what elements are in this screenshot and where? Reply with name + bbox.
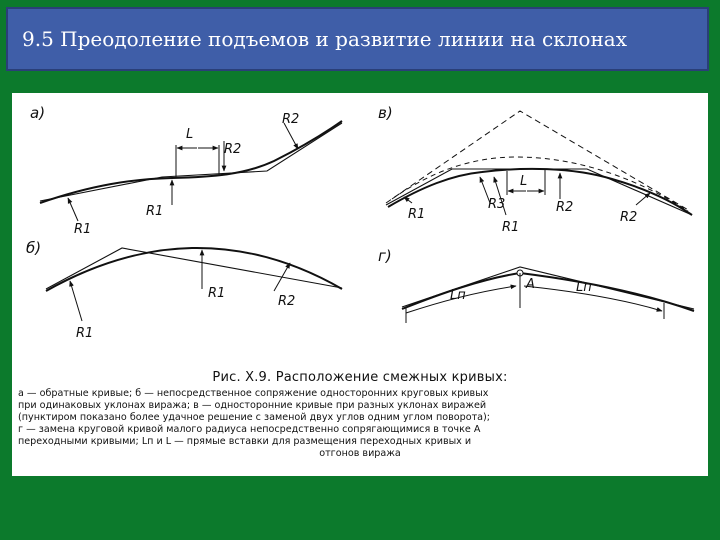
panel-b xyxy=(26,239,342,341)
panel-v-R2-right-arrow xyxy=(636,193,650,205)
title-bar xyxy=(6,7,709,71)
caption-line: (пунктиром показано более удачное решение с заменой двух углов одним углом поворота); xyxy=(18,412,491,423)
panel-v-R1-left-label: R1 xyxy=(408,207,426,222)
figure-panel xyxy=(12,93,708,476)
panel-a-R1-mid-label: R1 xyxy=(146,204,164,219)
slide-title: 9.5 Преодоление подъемов и развитие линии на склонах xyxy=(22,27,627,51)
panel-b-label: б) xyxy=(26,239,42,257)
panel-a-R1-left-label: R1 xyxy=(74,222,92,237)
panel-v-label: в) xyxy=(378,104,393,122)
panel-b-R2-label: R2 xyxy=(278,294,296,309)
panel-v-dashed-tangents xyxy=(386,111,690,211)
panel-g-A-label: A xyxy=(526,277,535,292)
panel-v-L-label: L xyxy=(520,174,528,189)
caption-line: при одинаковых уклонах виража; в — односторонние кривые при разных уклонах виражей xyxy=(18,400,487,411)
panel-g-Lp-right-label: Lп xyxy=(576,280,592,295)
caption-title: Рис. X.9. Расположение смежных кривых: xyxy=(212,370,508,385)
caption-line: а — обратные кривые; б — непосредственное сопряжение односторонних круговых кривых xyxy=(18,388,489,399)
figure-caption xyxy=(18,370,702,460)
panel-b-R1-left-label: R1 xyxy=(76,326,94,341)
panel-g-label: г) xyxy=(378,247,392,265)
panel-v-R2-right-label: R2 xyxy=(620,210,638,225)
caption-line: г — замена круговой кривой малого радиуса непосредственно сопрягающимися в точке А xyxy=(18,424,481,435)
panel-b-R2-arrow xyxy=(274,263,290,291)
panel-a-R2-mid-label: R2 xyxy=(224,142,242,157)
panel-g-tangent-line xyxy=(402,267,694,309)
panel-a-R1-left-arrow xyxy=(68,198,78,221)
caption-line: отгонов виража xyxy=(319,448,401,459)
caption-line: переходными кривыми; Lп и L — прямые вставки для размещения переходных кривых и xyxy=(18,436,472,447)
panel-b-R1-left-arrow xyxy=(70,281,82,321)
panel-v-R3-label: R3 xyxy=(488,197,506,212)
panel-g-transition-curve xyxy=(402,273,694,311)
panel-a-label: а) xyxy=(30,104,46,122)
panel-v-curve xyxy=(388,169,692,215)
caption-body xyxy=(18,388,702,460)
panel-v xyxy=(378,104,692,235)
panel-v-R1-mid-label: R1 xyxy=(502,220,520,235)
panel-a xyxy=(30,104,342,237)
panel-v-R2-mid-label: R2 xyxy=(556,200,574,215)
panel-b-R1-mid-label: R1 xyxy=(208,286,226,301)
curves-diagram xyxy=(12,93,708,373)
panel-g-Lp-left-label: Lп xyxy=(450,288,466,303)
panel-b-compound-curve xyxy=(46,248,342,291)
panel-g-Lp-right-dim xyxy=(524,286,662,311)
panel-g xyxy=(378,247,694,323)
panel-a-R2-top-label: R2 xyxy=(282,112,300,127)
panel-a-L-label: L xyxy=(186,127,194,142)
panel-v-R1-left-arrow xyxy=(404,197,412,203)
